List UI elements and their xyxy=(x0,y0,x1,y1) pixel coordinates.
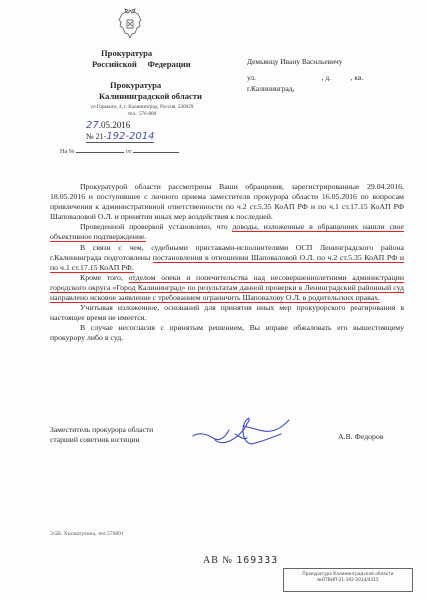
number-prefix: № xyxy=(86,132,94,141)
handwritten-signature xyxy=(185,412,295,452)
reference-row xyxy=(60,148,179,155)
date-printed: .05.2016 xyxy=(98,120,131,130)
org-region-name xyxy=(99,80,219,101)
registration-stamp xyxy=(283,568,413,592)
paragraph-2-highlight: доводы, изложенные в обращениях нашли свое объективное подтверждение. xyxy=(50,222,404,242)
ref-label-from: от xyxy=(125,148,132,155)
serial-prefix: АВ № xyxy=(203,555,233,566)
stamp-line1: Прокуратура Калининградской области xyxy=(302,572,394,577)
position-line1: Заместитель прокурора области xyxy=(50,425,154,434)
paragraph-6: В случае несогласия с принятым решением, Вы вправе обжаловать его вышестоящему прокурору либо в суд. xyxy=(50,323,404,343)
number-printed: 21- xyxy=(95,132,107,141)
org2-line2: Калининградской области xyxy=(99,90,202,101)
recipient-city: г.Калининград, xyxy=(247,84,295,93)
recipient-street: ул. xyxy=(247,72,256,82)
org-name xyxy=(92,48,202,69)
ref-label-no: На № xyxy=(60,148,75,155)
paragraph-3 xyxy=(50,243,404,273)
recipient-block xyxy=(247,56,417,95)
signatory-name: А.В. Федоров xyxy=(338,432,384,441)
stamp-line2: №ОТВНП-21-192-2014/4315 xyxy=(317,578,379,583)
number-handwritten: 192-2014 xyxy=(106,131,155,142)
executor-info: Э.Ш. Хисматулина, тел.576891 xyxy=(50,531,124,537)
org-line1: Прокуратура xyxy=(101,48,153,58)
serial-number xyxy=(203,555,278,566)
recipient-name: Демьянцу Ивану Васильевичу xyxy=(247,57,343,66)
org2-line1: Прокуратура xyxy=(110,80,162,90)
paragraph-2-text: Проведенной проверкой установлено, что xyxy=(80,222,233,232)
address-line2: тел.: 576-800 xyxy=(127,111,157,117)
paragraph-4-text: Кроме того, xyxy=(80,272,129,282)
paragraph-3-text: В связи с чем, судебными приставами-исполнителями ОСП Ленинградского района г.Калининграда подготовлены xyxy=(50,242,404,262)
coat-of-arms-icon xyxy=(117,7,143,41)
paragraph-1: Прокуратурой области рассмотрены Ваши обращения, зарегистрированные 29.04.2016, 18.05.2016 и поступившее с личного приема заместителя прокурора области 16.05.2016 по вопросам привлечения к административной ответственности по ч.2 ст.5.35 КоАП РФ и по ч.1 ст.17.15 КоАП РФ Шаповаловой О.Л. и принятии иных мер воздействия к последней. xyxy=(50,182,404,222)
paragraph-3-highlight: постановления в отношении Шаповаловой О.Л. по ч.2 ст.5.35 КоАП РФ и по ч.1 ст.17.15 КоАП РФ. xyxy=(50,252,404,272)
letter-body xyxy=(50,182,404,344)
paragraph-4-highlight: отделом опеки и попечительства над несовершеннолетними администрации городского округа «Город Калининград» по результатам данной проверки в Ленинградский районный суд направлено исковое заявление с требованием ограничить Шаповалову О.Л. в родительских правах. xyxy=(50,272,404,303)
position-line2: старший советник юстиции xyxy=(50,435,140,444)
address-line1: ул.Горького, 4, г. Калининград, Россия, 236029 xyxy=(90,104,194,110)
date-day-handwritten: 27 xyxy=(86,120,99,131)
paragraph-5: Учитывая изложенное, оснований для принятия иных мер прокурорского реагирования в настоящее время не имеется. xyxy=(50,303,404,323)
org-address xyxy=(62,104,222,118)
paragraph-4 xyxy=(50,273,404,303)
signatory-position xyxy=(50,425,153,445)
serial-digits: 169333 xyxy=(236,555,279,566)
date-number-row xyxy=(86,120,206,142)
org-line2: Российской Федерации xyxy=(92,58,191,69)
recipient-apt: , кв. xyxy=(350,72,364,82)
paragraph-2 xyxy=(50,222,404,242)
recipient-house: , д. xyxy=(321,72,331,82)
